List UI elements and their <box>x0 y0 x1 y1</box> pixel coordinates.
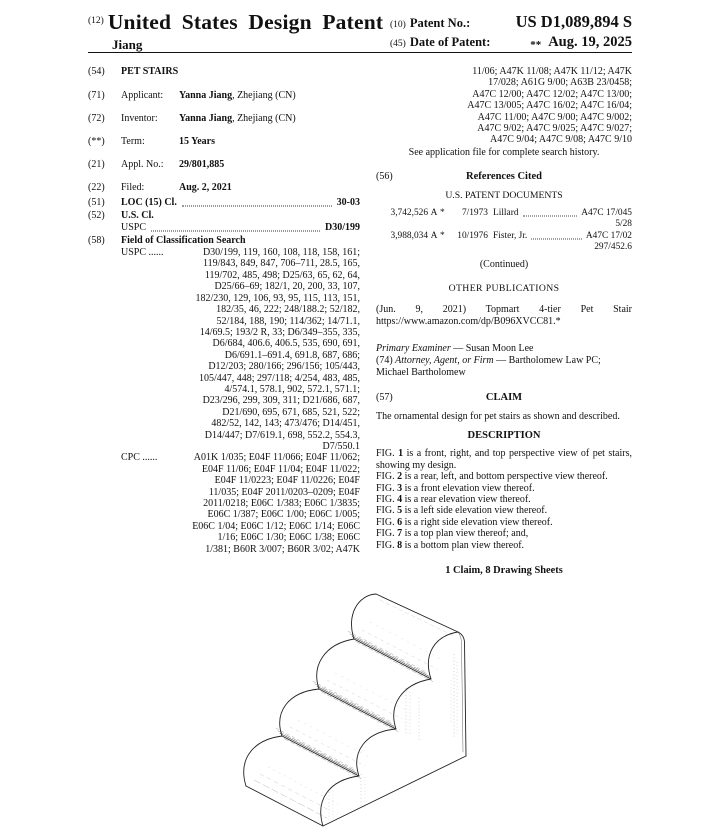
cpc-search-line: A47C 12/00; A47C 12/02; A47C 13/00; <box>472 88 632 100</box>
section-56-references: (56) References Cited <box>376 171 542 183</box>
dot-leader <box>182 195 332 206</box>
figure-description-line: FIG. 5 is a left side elevation view thereof. <box>376 505 548 517</box>
cpc-search-line: A47C 13/005; A47C 16/02; A47C 16/04; <box>467 100 632 112</box>
header-divider <box>88 52 632 53</box>
filing-date: Aug. 2, 2021 <box>179 182 232 194</box>
cited-patent-row: 3,988,034 A * 10/1976 Fister, Jr. A47C 17/02 <box>376 231 632 242</box>
uspc-search-line: 182/230, 129, 106, 93, 95, 115, 113, 151, <box>195 292 360 304</box>
cpc-continuation-list <box>376 66 632 146</box>
cited-patents-list <box>376 208 632 254</box>
uspc-search-line: D6/691.1–691.4, 691.8, 687, 686; <box>224 349 360 361</box>
cpc-search-line: 1/16; E06C 1/30; E06C 1/38; E06C <box>217 532 360 544</box>
cpc-search-line: A01K 1/035; E04F 11/066; E04F 11/062; <box>193 452 360 464</box>
description-heading-row <box>376 430 632 441</box>
uspc-search-line: 182/35, 46, 222; 248/188.2; 52/182, <box>216 304 360 316</box>
field-22-filed: (22) Filed: Aug. 2, 2021 <box>88 182 232 194</box>
cited-patent-subclass: 297/452.6 <box>594 242 632 253</box>
uspc-search-line: 119/843, 849, 847, 706–711, 28.5, 165, <box>202 258 360 270</box>
field-51-loc-class: (51) LOC (15) Cl. 30-03 <box>88 197 360 208</box>
field-52-us-class: (52) U.S. Cl. <box>88 209 154 221</box>
search-history-note: See application file for complete search history. <box>408 146 600 158</box>
field-58-search: (58) Field of Classification Search <box>88 234 246 246</box>
uspc-class-row: USPC D30/199 <box>88 222 360 233</box>
uspc-search-line: D23/296, 299, 309, 311; D21/686, 687, <box>202 395 360 407</box>
cpc-search-line: A47C 9/04; A47C 9/08; A47C 9/10 <box>490 134 632 146</box>
cpc-search-line: 11/06; A47K 11/08; A47K 11/12; A47K <box>472 66 632 77</box>
cpc-search-line: 2011/0218; E06C 1/383; E06C 1/3835; <box>203 498 360 509</box>
term-extension-stars: ** <box>530 39 542 51</box>
patent-number: US D1,089,894 S <box>515 12 632 31</box>
figure-description-line: FIG. 6 is a right side elevation view thereof. <box>376 516 553 528</box>
kind-code-12: (12) <box>88 16 104 26</box>
patent-no-label: Patent No.: <box>409 16 471 30</box>
uspc-search-line: 4/574.1, 578.1, 902, 572.1, 571.1; <box>224 383 360 395</box>
figure-description-line: FIG. 8 is a bottom plan view thereof. <box>376 539 525 551</box>
cpc-search-line: E06C 1/387; E06C 1/00; E06C 1/005; <box>207 509 360 521</box>
other-publications-heading: OTHER PUBLICATIONS <box>448 283 560 295</box>
pet-stairs-perspective-svg <box>230 584 482 837</box>
field-21-appl-no: (21) Appl. No.: 29/801,885 <box>88 159 225 171</box>
uspc-search-line: 14/69.5; 193/2 R, 33; D6/349–355, 335, <box>199 326 360 338</box>
figure-description-line: FIG. 3 is a front elevation view thereof. <box>376 482 535 494</box>
figure-descriptions <box>376 448 632 551</box>
uspc-search-list: USPC ...... D30/199, 119, 160, 108, 118, 158, 161; 119/843, 849, 847, 706–711, 28.5, 165, 119/702, 485, 498; D25/63, 65, 62, 64, D25/66–69; 182/1, 20, 200, 33, 107, 182/230, 129, 106, 93, 95, 115, 113, 151, 182/35, 46, 222; 248/188.2; 52/182, 52/184, 188, 190; 114/362; 14/71.1, 14/69.5; 193/2 R, 33; D6/349–355, 335, D6/684, 406.6, 406.5, 535, 690, 691, D6/691.1–691.4, 691.8, 687, 686; D12/203; 280/166; 296/156; 105/443, 105/447, 448; 297/118; 4/254, 483, 485, 4/574.1, 578.1, 902, 572.1, 571.1; D23/296, 299, 309, 311; D21/686, 687, D21/690, 695, 671, 685, 521, 522; 482/52, 142, 143; 473/476; D14/451, D14/447; D7/619.1, 698, 552.2, 554.3, D7/550.1 <box>121 247 360 452</box>
cpc-search-line: E04F 11/0223; E04F 11/0226; E04F <box>214 475 360 487</box>
fig1-pet-stairs-drawing <box>230 584 482 837</box>
uspc-search-line: 482/52, 142, 143; 473/476; D14/451, <box>211 418 360 430</box>
cited-patent-subclass: 5/28 <box>615 219 632 230</box>
field-term: (**) Term: 15 Years <box>88 136 216 148</box>
uspc-search-line: 119/702, 485, 498; D25/63, 65, 62, 64, <box>204 269 360 281</box>
cpc-search-line: E04F 11/06; E04F 11/04; E04F 11/022; <box>201 463 360 475</box>
uspc-search-line: D14/447; D7/619.1, 698, 552.2, 554.3, <box>204 429 360 441</box>
cpc-search-line: 1/381; B60R 3/007; B60R 3/02; A47K <box>205 543 360 555</box>
uspc-search-line: 105/447, 448; 297/118; 4/254, 483, 485, <box>198 372 360 384</box>
claims-sheets-summary: 1 Claim, 8 Drawing Sheets <box>445 564 563 576</box>
date-of-patent-label: Date of Patent: <box>409 35 491 49</box>
description-heading: DESCRIPTION <box>467 429 541 441</box>
uspc-search-line: D30/199, 119, 160, 108, 118, 158, 161; <box>202 247 360 259</box>
claim-text: The ornamental design for pet stairs as shown and described. <box>376 410 620 422</box>
inventor-name: Yanna Jiang, Zhejiang (CN) <box>179 113 296 125</box>
header <box>88 10 632 53</box>
term-value: 15 Years <box>179 136 216 148</box>
primary-examiner-line: Primary Examiner — Susan Moon Lee <box>376 342 534 354</box>
page-title: United States Design Patent <box>107 10 384 34</box>
date-of-patent: ** Aug. 19, 2025 <box>530 34 632 51</box>
field-72-inventor: (72) Inventor: Yanna Jiang, Zhejiang (CN) <box>88 113 296 125</box>
cpc-search-list: CPC ...... A01K 1/035; E04F 11/066; E04F 11/062; E04F 11/06; E04F 11/04; E04F 11/022; E04F 11/0223; E04F 11/0226; E04F 11/035; E04F 2011/0203–0209; E04F 2011/0218; E06C 1/383; E06C 1/3835; E06C 1/387; E06C 1/00; E06C 1/005; E06C 1/04; E06C 1/12; E06C 1/14; E06C 1/16; E06C 1/30; E06C 1/38; E06C 1/381; B60R 3/007; B60R 3/02; A47K <box>121 452 360 555</box>
figure-description-line: FIG. 2 is a rear, left, and bottom perspective view thereof. <box>376 471 608 483</box>
cpc-search-line: 17/028; A61G 9/00; A63B 23/0458; <box>488 77 632 89</box>
attorney-line: (74) Attorney, Agent, or Firm — Bartholomew Law PC; Michael Bartholomew <box>376 354 601 378</box>
uspc-class-value: D30/199 <box>325 222 360 234</box>
cpc-search-line: A47C 9/02; A47C 9/025; A47C 9/027; <box>477 123 632 135</box>
figure-description-line: FIG. 7 is a top plan view thereof; and, <box>376 528 529 540</box>
uspc-search-line: 52/184, 188, 190; 114/362; 14/71.1, <box>216 315 360 327</box>
dot-leader <box>531 228 582 239</box>
uspc-search-line: D25/66–69; 182/1, 20, 200, 33, 107, <box>214 281 360 293</box>
cited-patent-row: 3,742,526 A * 7/1973 Lillard A47C 17/045 <box>376 208 632 219</box>
application-number: 29/801,885 <box>179 159 225 171</box>
invention-title: PET STAIRS <box>121 66 179 77</box>
figure-description-line: FIG. 4 is a rear elevation view thereof. <box>376 493 531 505</box>
left-column <box>88 66 360 555</box>
loc-class-value: 30-03 <box>336 197 360 209</box>
figure-description-line: FIG. 1 is a front, right, and top perspective view of pet stairs, showing my design. <box>376 448 633 471</box>
field-code-10: (10) <box>390 20 406 30</box>
uspc-search-line: D6/684, 406.6, 406.5, 535, 690, 691, <box>212 338 360 350</box>
continued-note: (Continued) <box>479 258 529 270</box>
dot-leader <box>151 220 320 231</box>
dot-leader <box>523 206 578 217</box>
applicant-name: Yanna Jiang, Zhejiang (CN) <box>179 90 296 102</box>
uspc-search-line: D7/550.1 <box>322 440 360 452</box>
cpc-search-line: 11/035; E04F 2011/0203–0209; E04F <box>208 486 360 498</box>
field-71-applicant: (71) Applicant: Yanna Jiang, Zhejiang (CN) <box>88 90 296 102</box>
cpc-search-line: A47C 11/00; A47C 9/00; A47C 9/002; <box>477 111 632 123</box>
field-54-title: (54) PET STAIRS <box>88 66 179 77</box>
us-patent-documents-heading: U.S. PATENT DOCUMENTS <box>445 189 563 201</box>
cpc-search-line: E06C 1/04; E06C 1/12; E06C 1/14; E06C <box>192 520 360 532</box>
right-column <box>376 66 632 576</box>
inventor-surname: Jiang <box>112 37 143 52</box>
field-code-45: (45) <box>390 39 406 49</box>
npl-citation: (Jun. 9, 2021) Topmart 4-tier Pet Stair https://www.amazon.com/dp/B096XVCC81.* <box>376 303 632 327</box>
uspc-search-line: D12/203; 280/166; 296/156; 105/443, <box>208 361 360 373</box>
section-57-claim: (57) CLAIM <box>376 392 523 404</box>
uspc-search-line: D21/690, 695, 671, 685, 521, 522; <box>222 406 360 418</box>
